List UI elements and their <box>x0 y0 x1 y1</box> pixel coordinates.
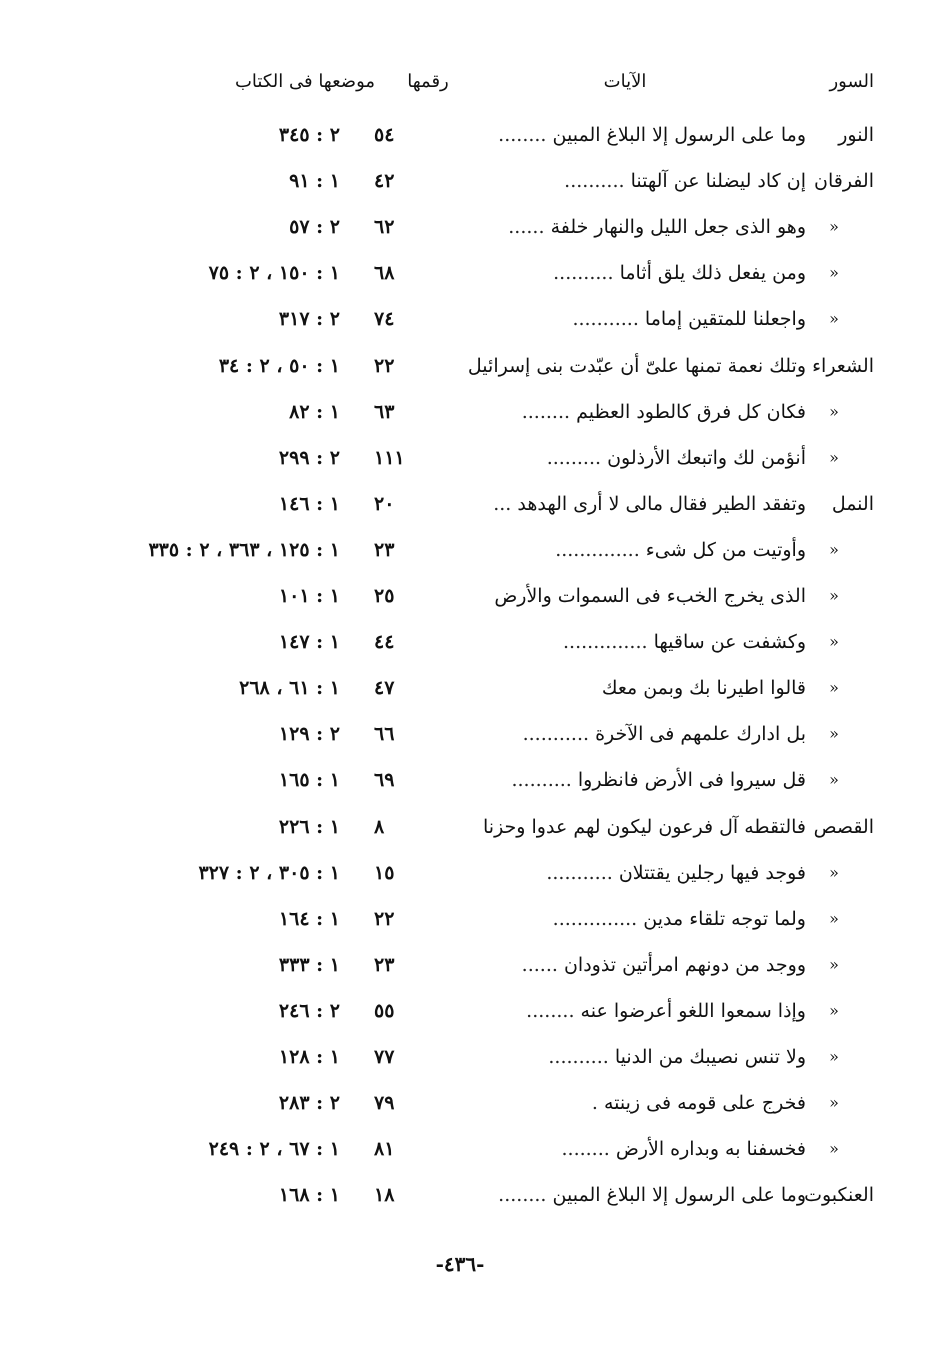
verse-text: فخسفنا به وبداره الأرض <box>615 1138 806 1160</box>
verse-cell <box>396 346 806 386</box>
leader-dots: ........... <box>522 723 590 745</box>
table-row <box>0 253 932 293</box>
ditto-mark: » <box>829 309 839 328</box>
verse-cell <box>396 1129 806 1169</box>
surah-name: الفرقان <box>814 170 874 192</box>
book-location: ١ : ٥٠ ، ٢ : ٣٤ <box>218 355 340 377</box>
verse-number: ٤٢ <box>374 170 395 192</box>
table-row <box>0 991 932 1031</box>
ditto-mark: » <box>829 632 839 651</box>
verse-number: ٢٢ <box>374 908 395 930</box>
verse-number: ٢٠ <box>374 493 395 515</box>
verse-cell <box>396 438 806 478</box>
book-location: ١ : ١٦٥ <box>278 769 340 791</box>
verse-number: ٨١ <box>374 1138 395 1160</box>
verse-number: ١٨ <box>374 1184 395 1206</box>
ditto-mark: » <box>829 586 839 605</box>
ditto-mark: » <box>829 1001 839 1020</box>
surah-name: العنكبوت <box>804 1184 874 1206</box>
verse-text: ولا تنس نصيبك من الدنيا <box>614 1046 806 1068</box>
leader-dots: ........ <box>498 1184 547 1206</box>
surah-name: القصص <box>813 816 874 838</box>
verse-number: ٢٣ <box>374 954 395 976</box>
table-row <box>0 392 932 432</box>
table-row <box>0 1129 932 1169</box>
table-row <box>0 207 932 247</box>
leader-dots: ........ <box>526 1000 575 1022</box>
ditto-mark: » <box>829 540 839 559</box>
verse-cell <box>396 853 806 893</box>
verse-text: أنؤمن لك واتبعك الأرذلون <box>607 447 806 469</box>
verse-number: ٧٧ <box>374 1046 395 1068</box>
verse-cell <box>396 714 806 754</box>
table-header <box>0 62 932 102</box>
verse-number: ٦٣ <box>374 401 395 423</box>
verse-number: ٥٤ <box>374 124 395 146</box>
table-row <box>0 115 932 155</box>
verse-number: ٦٢ <box>374 216 395 238</box>
book-location: ٢ : ٥٧ <box>289 216 340 238</box>
verse-text: الذى يخرج الخبء فى السموات والأرض <box>494 585 806 607</box>
verse-text: فوجد فيها رجلين يقتتلان <box>618 862 806 884</box>
header-ayat: الآيات <box>603 71 647 92</box>
verse-text: واجعلنا للمتقين إماما <box>644 308 806 330</box>
book-location: ٢ : ٢٨٣ <box>278 1092 340 1114</box>
page-number: -٤٣٦- <box>435 1252 485 1276</box>
verse-text: فخرج على قومه فى زينته <box>603 1092 806 1114</box>
table-row <box>0 346 932 386</box>
table-row <box>0 1037 932 1077</box>
book-location: ١ : ٨٢ <box>289 401 340 423</box>
table-row <box>0 299 932 339</box>
leader-dots: ...... <box>521 954 558 976</box>
verse-cell <box>396 760 806 800</box>
ditto-mark: » <box>829 770 839 789</box>
verse-number: ٧٩ <box>374 1092 395 1114</box>
ditto-mark: » <box>829 909 839 928</box>
verse-text: إن كاد ليضلنا عن آلهتنا <box>630 170 806 192</box>
table-row <box>0 484 932 524</box>
verse-text: وهو الذى جعل الليل والنهار خلفة <box>550 216 806 238</box>
surah-name: النمل <box>831 493 874 515</box>
table-row <box>0 945 932 985</box>
book-location: ١ : ١٦٨ <box>278 1184 340 1206</box>
verse-cell <box>396 530 806 570</box>
leader-dots: .............. <box>555 539 640 561</box>
verse-number: ١١١ <box>374 447 405 469</box>
ditto-mark: » <box>829 955 839 974</box>
leader-dots: ... <box>493 493 512 515</box>
leader-dots: . <box>591 1092 598 1114</box>
verse-number: ٢٣ <box>374 539 395 561</box>
verse-cell <box>396 622 806 662</box>
leader-dots: .......... <box>511 769 572 791</box>
book-location: ١ : ١٦٤ <box>278 908 340 930</box>
verse-text: ولما توجه تلقاء مدين <box>643 908 806 930</box>
book-location: ١ : ٩١ <box>289 170 340 192</box>
book-location: ١ : ١٥٠ ، ٢ : ٧٥ <box>208 262 340 284</box>
table-row <box>0 668 932 708</box>
header-surah: السور <box>829 71 874 92</box>
book-location: ١ : ١٤٦ <box>278 493 340 515</box>
ditto-mark: » <box>829 217 839 236</box>
verse-cell <box>396 1037 806 1077</box>
verse-text: قالوا اطيرنا بك وبمن معك <box>601 677 806 699</box>
leader-dots: ........ <box>498 124 547 146</box>
verse-number: ٨ <box>374 816 385 838</box>
verse-cell <box>396 945 806 985</box>
verse-cell <box>396 1175 806 1215</box>
ditto-mark: » <box>829 1139 839 1158</box>
table-row <box>0 714 932 754</box>
table-row <box>0 576 932 616</box>
ditto-mark: » <box>829 724 839 743</box>
verse-cell <box>396 807 806 847</box>
table-row <box>0 760 932 800</box>
table-row <box>0 853 932 893</box>
verse-text: فالتقطه آل فرعون ليكون لهم عدوا وحزنا <box>483 816 806 838</box>
leader-dots: ........... <box>572 308 639 330</box>
leader-dots: ........ <box>521 401 571 423</box>
verse-number: ٧٤ <box>374 308 395 330</box>
verse-text: وتفقد الطير فقال مالى لا أرى الهدهد <box>517 493 806 515</box>
ditto-mark: » <box>829 1093 839 1112</box>
verse-text: وتلك نعمة تمنها علىّ أن عبّدت بنى إسرائيل <box>467 355 806 377</box>
book-location: ٢ : ٢٩٩ <box>278 447 340 469</box>
book-location: ١ : ١٤٧ <box>278 631 340 653</box>
book-location: ١ : ٣٠٥ ، ٢ : ٣٢٧ <box>198 862 340 884</box>
leader-dots: .......... <box>553 262 614 284</box>
leader-dots: ........ <box>561 1138 610 1160</box>
table-row <box>0 622 932 662</box>
table-row <box>0 530 932 570</box>
verse-cell <box>396 253 806 293</box>
leader-dots: ........... <box>546 862 613 884</box>
verse-cell <box>396 392 806 432</box>
verse-text: قل سيروا فى الأرض فانظروا <box>577 769 806 791</box>
verse-cell <box>396 115 806 155</box>
book-location: ١ : ١٢٨ <box>278 1046 340 1068</box>
ditto-mark: » <box>829 1047 839 1066</box>
book-location: ١ : ٣٣٣ <box>278 954 340 976</box>
ditto-mark: » <box>829 448 839 467</box>
verse-cell <box>396 1083 806 1123</box>
book-location: ١ : ٢٢٦ <box>278 816 340 838</box>
verse-cell <box>396 299 806 339</box>
leader-dots: ......... <box>546 447 602 469</box>
book-location: ٢ : ٣٤٥ <box>278 124 340 146</box>
book-location: ٢ : ٣١٧ <box>278 308 340 330</box>
verse-number: ٢٥ <box>374 585 395 607</box>
verse-cell <box>396 161 806 201</box>
book-location: ١ : ١٠١ <box>278 585 340 607</box>
verse-text: وإذا سمعوا اللغو أعرضوا عنه <box>580 1000 806 1022</box>
book-location: ٢ : ٢٤٦ <box>278 1000 340 1022</box>
verse-cell <box>396 668 806 708</box>
leader-dots: .......... <box>548 1046 609 1068</box>
verse-text: ومن يفعل ذلك يلق أثاما <box>619 262 806 284</box>
verse-text: بل ادارك علمهم فى الآخرة <box>595 723 806 745</box>
surah-name: الشعراء <box>812 355 874 377</box>
verse-number: ٢٢ <box>374 355 395 377</box>
verse-text: فكان كل فرق كالطود العظيم <box>576 401 806 423</box>
table-row <box>0 1083 932 1123</box>
header-location: موضعها فى الكتاب <box>234 71 376 92</box>
ditto-mark: » <box>829 863 839 882</box>
book-location: ١ : ١٢٥ ، ٣٦٣ ، ٢ : ٣٣٥ <box>148 539 340 561</box>
verse-text: وكشفت عن ساقيها <box>653 631 806 653</box>
verse-cell <box>396 991 806 1031</box>
book-location: ٢ : ١٢٩ <box>278 723 340 745</box>
book-location: ١ : ٦١ ، ٢٦٨ <box>239 677 340 699</box>
verse-text: وأوتيت من كل شىء <box>645 539 806 561</box>
ditto-mark: » <box>829 678 839 697</box>
verse-number: ١٥ <box>374 862 395 884</box>
leader-dots: .............. <box>563 631 648 653</box>
verse-cell <box>396 576 806 616</box>
verse-number: ٦٩ <box>374 769 395 791</box>
surah-name: النور <box>838 124 874 146</box>
book-location: ١ : ٦٧ ، ٢ : ٢٤٩ <box>208 1138 340 1160</box>
verse-number: ٤٧ <box>374 677 395 699</box>
leader-dots: .............. <box>552 908 638 930</box>
table-row <box>0 1175 932 1215</box>
verse-text: ووجد من دونهم امرأتين تذودان <box>563 954 806 976</box>
verse-cell <box>396 207 806 247</box>
table-row <box>0 899 932 939</box>
table-row <box>0 161 932 201</box>
ditto-mark: » <box>829 263 839 282</box>
verse-text: وما على الرسول إلا البلاغ المبين <box>552 1184 806 1206</box>
header-number: رقمها <box>407 71 449 92</box>
verse-number: ٤٤ <box>374 631 395 653</box>
verse-number: ٦٦ <box>374 723 395 745</box>
leader-dots: .......... <box>564 170 625 192</box>
table-row <box>0 807 932 847</box>
verse-number: ٥٥ <box>374 1000 395 1022</box>
leader-dots: ...... <box>508 216 545 238</box>
verse-text: وما على الرسول إلا البلاغ المبين <box>552 124 806 146</box>
ditto-mark: » <box>829 402 839 421</box>
verse-cell <box>396 484 806 524</box>
verse-cell <box>396 899 806 939</box>
verse-number: ٦٨ <box>374 262 395 284</box>
table-row <box>0 438 932 478</box>
